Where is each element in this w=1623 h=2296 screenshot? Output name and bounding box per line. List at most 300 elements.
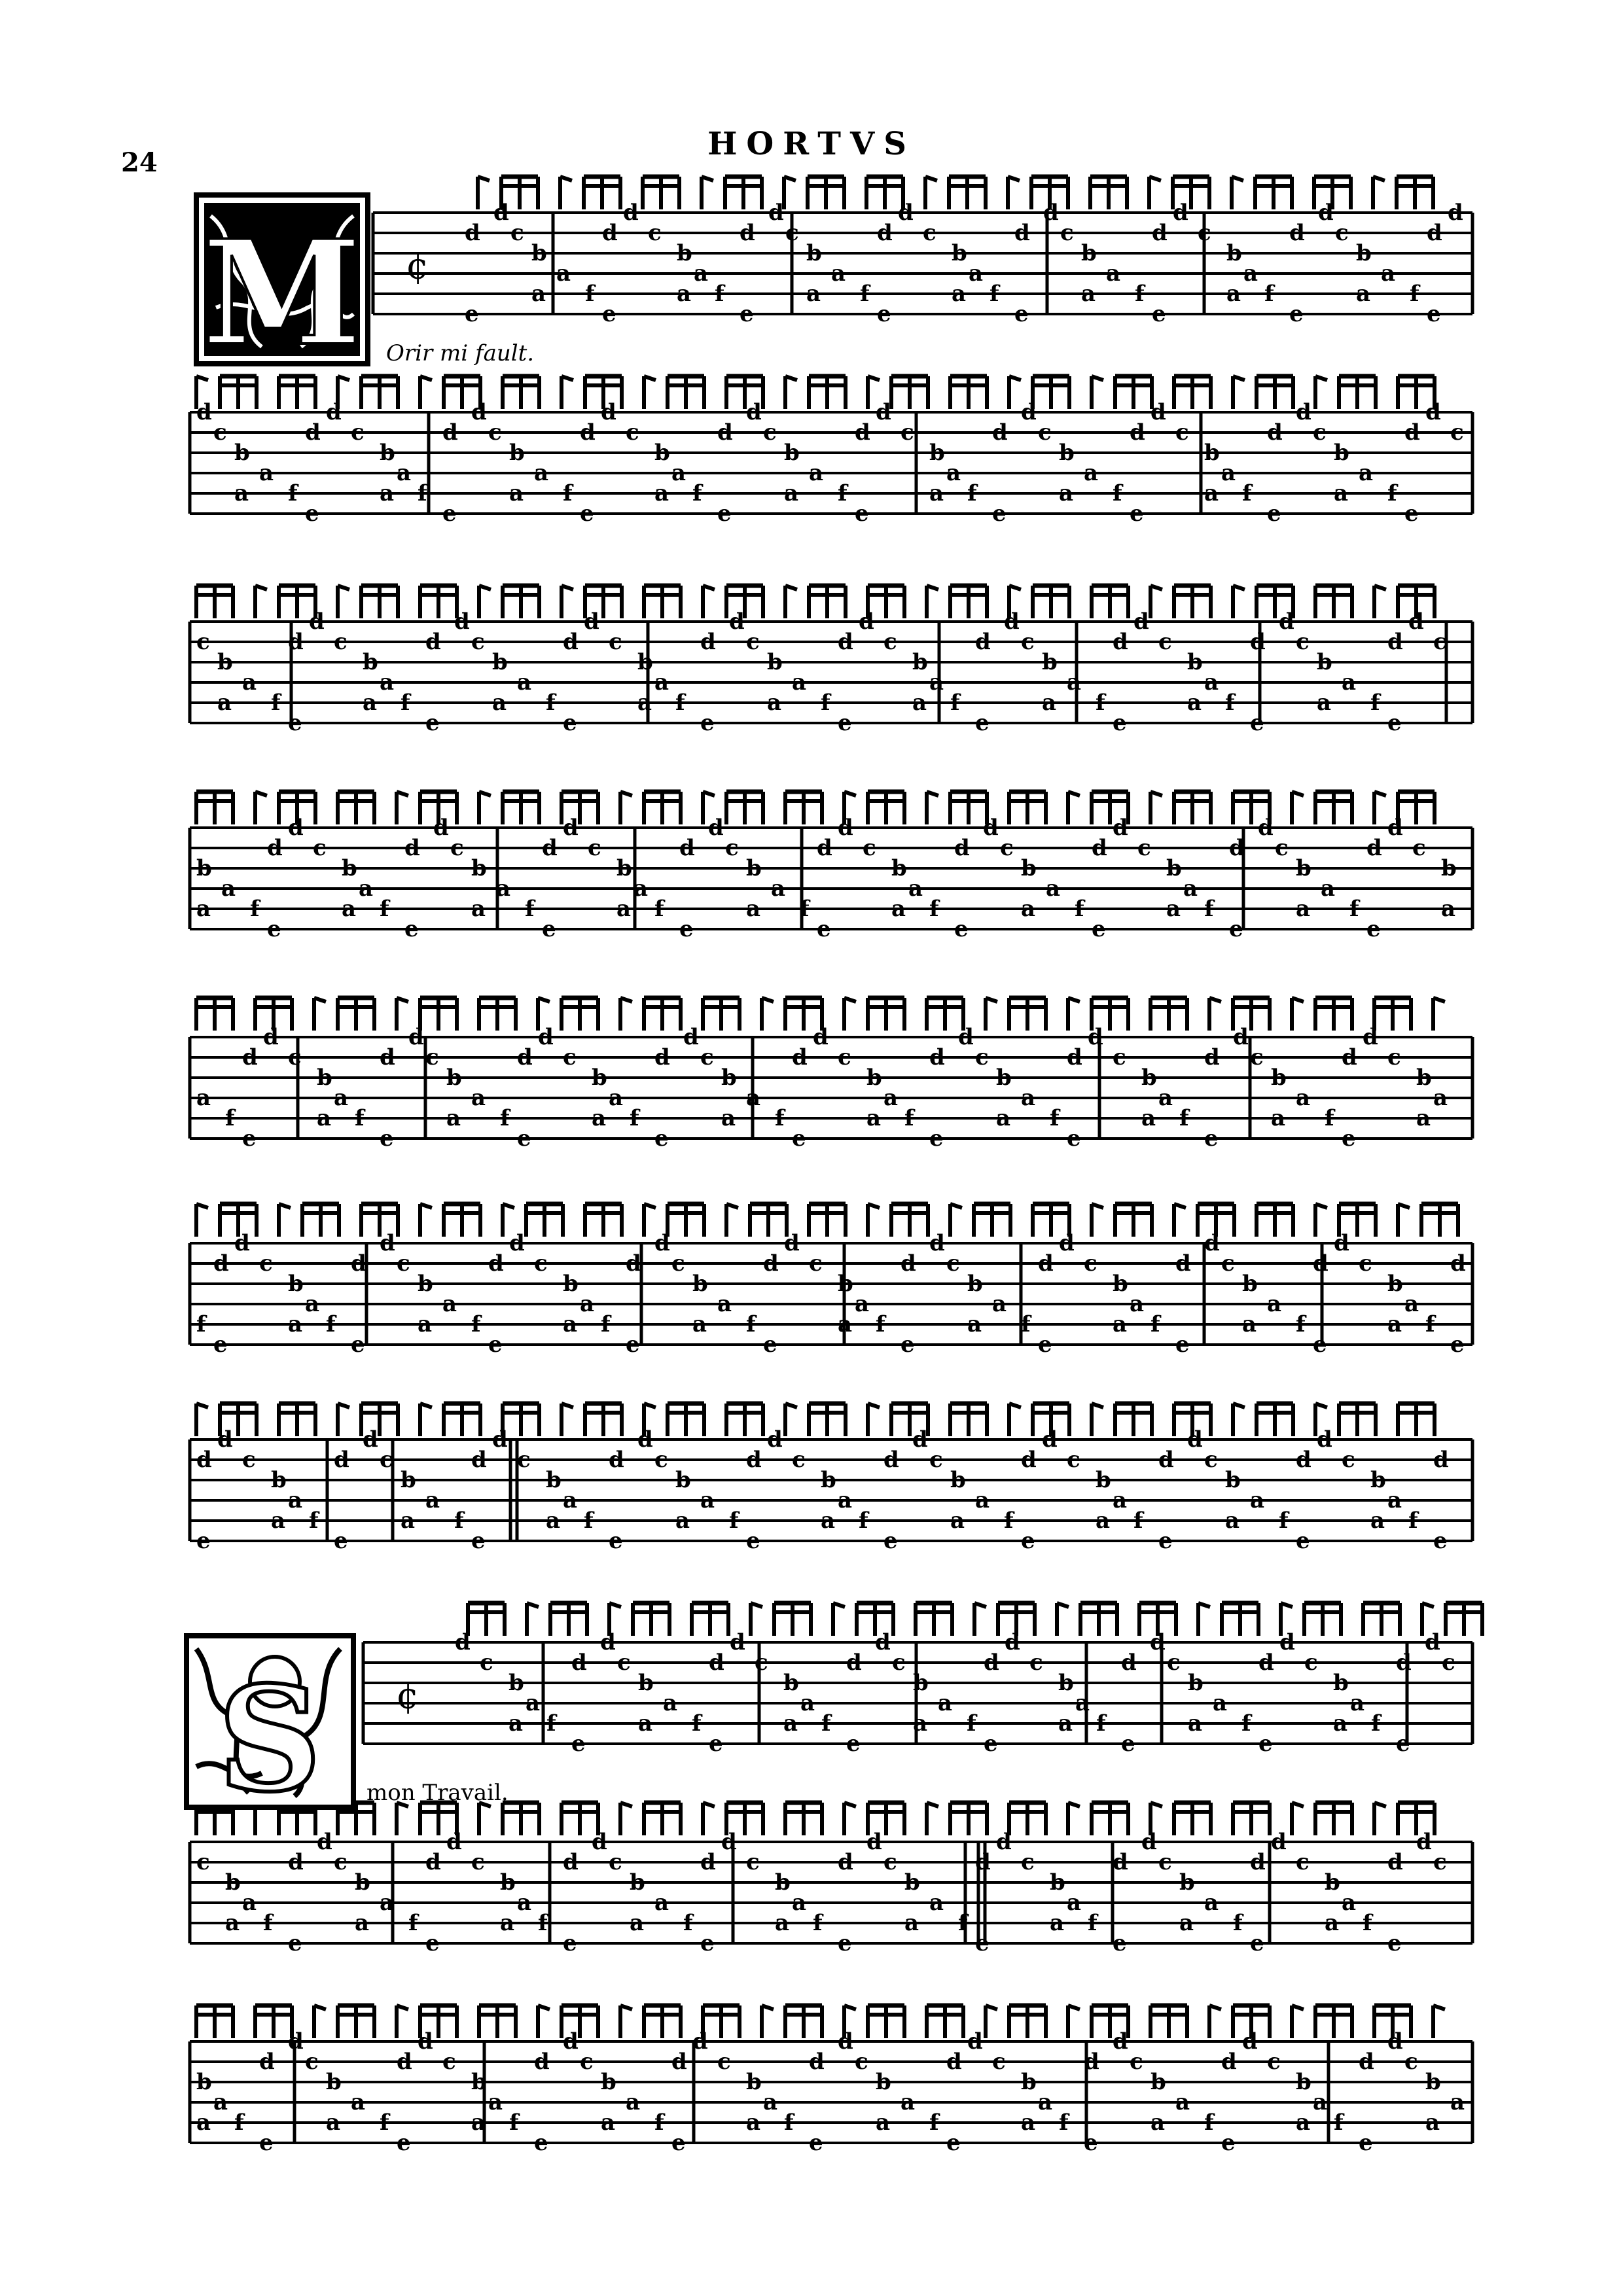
tab-letter: b	[677, 240, 692, 266]
tab-letter: f	[1150, 1311, 1160, 1337]
tab-letter: f	[585, 281, 595, 307]
tab-letter: d	[433, 815, 449, 841]
tab-letter: a	[912, 690, 927, 716]
tab-letter: a	[471, 896, 486, 922]
rhythm-flag	[762, 2005, 774, 2038]
rhythm-flag	[1174, 792, 1211, 824]
tab-letter: c	[471, 629, 485, 655]
tab-letter: a	[1441, 896, 1456, 922]
tab-letter: d	[196, 399, 212, 425]
tab-letter: c	[1130, 2049, 1143, 2075]
tab-letter: d	[679, 835, 695, 861]
tab-letter: e	[763, 1332, 777, 1358]
tab-letter: a	[397, 460, 412, 486]
tab-letter: a	[663, 1690, 678, 1716]
rhythm-flag	[314, 2005, 326, 2038]
tab-letter: f	[1387, 480, 1397, 506]
tab-letter: e	[877, 301, 891, 327]
tab-letter: c	[1158, 629, 1172, 655]
tab-letter: d	[1204, 1230, 1220, 1256]
rhythm-flag	[785, 792, 822, 824]
rhythm-flag	[785, 586, 797, 618]
tab-letter: d	[729, 609, 745, 635]
rhythm-flag	[644, 998, 681, 1031]
tab-letter: f	[546, 690, 556, 716]
tab-letter: f	[990, 281, 999, 307]
tab-letter: f	[546, 1710, 556, 1737]
tab-letter: d	[1425, 399, 1441, 425]
tab-letter: a	[1150, 2110, 1166, 2136]
tab-letter: b	[616, 855, 632, 881]
tab-letter: a	[821, 1508, 836, 1534]
tab-letter: d	[351, 1250, 366, 1277]
tab-letter: f	[1204, 896, 1214, 922]
tab-letter: d	[792, 1044, 808, 1070]
rhythm-flag	[703, 2005, 740, 2038]
rhythm-flag	[1209, 998, 1221, 1031]
tab-letter: e	[846, 1731, 861, 1757]
tab-letter: d	[213, 1250, 229, 1277]
rhythm-flag	[809, 376, 846, 409]
tab-letter: d	[509, 1230, 525, 1256]
rhythm-flag	[562, 376, 573, 409]
rhythm-flag	[527, 1603, 539, 1636]
rhythm-flag	[1292, 792, 1304, 824]
rhythm-flag	[338, 2005, 374, 2038]
tab-letter: d	[493, 200, 509, 226]
tab-letter: e	[288, 710, 302, 736]
tab-letter: a	[616, 896, 632, 922]
rhythm-flag	[1068, 792, 1080, 824]
tab-letter: a	[342, 896, 357, 922]
tab-letter: b	[1387, 1271, 1403, 1297]
tab-letter: e	[1038, 1332, 1052, 1358]
tab-letter: a	[654, 480, 669, 506]
rhythm-flag	[420, 998, 457, 1031]
tab-letter: f	[876, 1311, 885, 1337]
tab-letter: d	[1175, 1250, 1191, 1277]
tab-letter: c	[838, 1044, 851, 1070]
tab-letter: c	[617, 1650, 631, 1676]
tab-letter: e	[746, 1528, 760, 1554]
rhythm-flag	[925, 177, 937, 209]
rhythm-flag	[868, 2005, 904, 2038]
tab-letter: a	[488, 2089, 503, 2115]
tab-letter: a	[1075, 1690, 1090, 1716]
tab-letter: d	[263, 1024, 279, 1050]
tab-letter: e	[992, 501, 1007, 527]
tab-letter: c	[563, 1044, 577, 1070]
tab-letter: f	[950, 690, 960, 716]
tab-letter: f	[538, 1910, 548, 1936]
mensuration-sign: ¢	[396, 1675, 419, 1718]
tab-letter: a	[1050, 1910, 1065, 1936]
tab-letter: e	[517, 1125, 531, 1152]
tab-letter: a	[359, 875, 374, 902]
tab-letter: f	[563, 480, 573, 506]
rhythm-flag	[397, 998, 408, 1031]
rhythm-flag	[1315, 1204, 1327, 1237]
tab-letter: d	[846, 1650, 862, 1676]
tab-letter: d	[584, 609, 599, 635]
rhythm-flag	[562, 1404, 573, 1436]
tab-letter: f	[1113, 480, 1122, 506]
tab-letter: d	[859, 609, 874, 635]
rhythm-flag	[644, 586, 681, 618]
rhythm-flag	[974, 1204, 1010, 1237]
tab-letter: c	[1450, 419, 1464, 446]
tab-letter: e	[602, 301, 616, 327]
rhythm-flag	[1150, 792, 1162, 824]
tab-letter: e	[609, 1528, 623, 1554]
tab-letter: f	[1408, 1508, 1418, 1534]
rhythm-flag	[1363, 1603, 1400, 1636]
tab-letter: b	[1370, 1467, 1386, 1493]
tab-letter: a	[952, 281, 967, 307]
rhythm-flag	[1222, 1603, 1258, 1636]
tab-letter: c	[334, 629, 348, 655]
tab-letter: a	[288, 1311, 303, 1337]
tab-letter: d	[992, 419, 1008, 446]
rhythm-flag	[1092, 1803, 1128, 1835]
tab-letter: f	[929, 2110, 939, 2136]
rhythm-flag	[1315, 792, 1352, 824]
tab-letter: c	[992, 2049, 1006, 2075]
tab-letter: a	[1296, 1085, 1311, 1111]
tab-letter: b	[1096, 1467, 1111, 1493]
tab-letter: f	[692, 480, 702, 506]
rhythm-flag	[1174, 1204, 1186, 1237]
tab-letter: c	[397, 1250, 410, 1277]
rhythm-flag	[1373, 177, 1385, 209]
tab-letter: a	[1204, 480, 1219, 506]
tab-letter: a	[1213, 1690, 1228, 1716]
rhythm-flag	[1009, 792, 1046, 824]
tablature-systems	[190, 177, 1482, 2156]
rhythm-flag	[1090, 177, 1127, 209]
tab-letter: d	[901, 1250, 916, 1277]
rhythm-flag	[1033, 376, 1069, 409]
tab-letter: b	[952, 240, 967, 266]
tab-letter: d	[1433, 1447, 1449, 1473]
tab-letter: d	[740, 220, 755, 246]
tab-letter: e	[883, 1528, 898, 1554]
tab-letter: c	[1137, 835, 1151, 861]
tab-letter: a	[950, 1508, 965, 1534]
tab-letter: e	[1113, 1930, 1127, 1956]
tab-letter: b	[317, 1065, 332, 1091]
tab-letter: a	[1342, 1890, 1357, 1916]
tab-letter: e	[838, 710, 852, 736]
tab-letter: b	[1296, 2069, 1311, 2095]
rhythm-flag	[444, 1404, 480, 1436]
tab-system	[190, 586, 1472, 736]
rhythm-flag	[703, 586, 715, 618]
tab-letter: d	[1121, 1650, 1137, 1676]
tab-letter: f	[584, 1508, 594, 1534]
tab-letter: b	[500, 1869, 516, 1896]
tab-letter: a	[508, 1710, 524, 1737]
tab-letter: a	[946, 460, 961, 486]
rhythm-flag	[1008, 177, 1020, 209]
tab-letter: d	[1342, 1044, 1357, 1070]
rhythm-flag	[703, 1803, 715, 1835]
tab-letter: d	[1113, 2028, 1128, 2055]
tab-letter: c	[1342, 1447, 1355, 1473]
tab-letter: f	[380, 2110, 389, 2136]
rhythm-flag	[1115, 1204, 1152, 1237]
rhythm-flag	[785, 1404, 797, 1436]
tab-letter: f	[1179, 1105, 1189, 1131]
rhythm-flag	[479, 998, 516, 1031]
tab-letter: b	[1113, 1271, 1128, 1297]
tab-letter: e	[404, 916, 419, 942]
rhythm-flag	[1150, 2005, 1187, 2038]
tab-letter: d	[1387, 629, 1403, 655]
tab-letter: d	[996, 1829, 1012, 1855]
tab-letter: d	[730, 1629, 745, 1655]
tab-letter: d	[813, 1024, 829, 1050]
tab-letter: e	[975, 710, 990, 736]
tab-letter: d	[838, 815, 853, 841]
rhythm-flag	[1232, 177, 1243, 209]
rhythm-flag	[1292, 2005, 1304, 2038]
tab-letter: d	[442, 419, 458, 446]
rhythm-flag	[1009, 1803, 1046, 1835]
tab-letter: f	[821, 1710, 831, 1737]
tab-letter: a	[809, 460, 824, 486]
tab-letter: f	[1021, 1311, 1031, 1337]
rhythm-flag	[844, 998, 856, 1031]
tab-letter: d	[700, 629, 716, 655]
incipit-2: mon Travail.	[366, 1780, 508, 1806]
tab-letter: b	[196, 855, 212, 881]
tab-letter: d	[288, 2028, 304, 2055]
tab-letter: b	[638, 1670, 654, 1696]
tab-letter: d	[425, 629, 441, 655]
tab-letter: c	[1113, 1044, 1126, 1070]
tab-letter: a	[225, 1910, 240, 1936]
tab-letter: c	[755, 1650, 768, 1676]
tab-letter: a	[1183, 875, 1198, 902]
tab-letter: e	[700, 1930, 715, 1956]
tab-letter: e	[1113, 710, 1127, 736]
rhythm-flag	[986, 998, 997, 1031]
rhythm-flag	[1080, 1603, 1117, 1636]
tab-letter: b	[1150, 2069, 1166, 2095]
tab-letter: e	[855, 501, 869, 527]
rhythm-flag	[560, 177, 572, 209]
tab-letter: e	[984, 1731, 998, 1757]
tab-letter: c	[1404, 2049, 1418, 2075]
tab-letter: c	[746, 1849, 760, 1875]
rhythm-flag	[785, 2005, 822, 2038]
tab-letter: f	[355, 1105, 365, 1131]
rhythm-flag	[1397, 177, 1433, 209]
tab-letter: a	[1046, 875, 1061, 902]
tab-letter: c	[671, 1250, 685, 1277]
tab-letter: e	[542, 916, 556, 942]
tab-letter: c	[609, 629, 622, 655]
rhythm-flag	[620, 1803, 632, 1835]
rhythm-flag	[1398, 792, 1435, 824]
tab-letter: b	[876, 2069, 891, 2095]
tab-letter: b	[654, 440, 670, 466]
tab-letter: a	[638, 1710, 653, 1737]
tab-letter: e	[1387, 1930, 1402, 1956]
tab-letter: d	[623, 200, 639, 226]
incipit-1: Orir mi fault.	[386, 340, 535, 366]
tab-letter: e	[563, 1930, 577, 1956]
tab-letter: d	[1289, 220, 1305, 246]
tab-letter: d	[929, 1230, 945, 1256]
rhythm-flag	[1068, 998, 1080, 1031]
rhythm-flag	[420, 1204, 432, 1237]
tab-letter: a	[1387, 1311, 1402, 1337]
tab-letter: a	[1204, 669, 1219, 696]
tab-letter: f	[1241, 1710, 1251, 1737]
rhythm-flag	[927, 792, 938, 824]
rhythm-flag	[1374, 998, 1411, 1031]
rhythm-flag	[255, 792, 267, 824]
tab-letter: e	[380, 1125, 394, 1152]
rhythm-flag	[1233, 1404, 1245, 1436]
tab-letter: d	[492, 1426, 508, 1453]
tab-letter: b	[1042, 649, 1058, 675]
tab-letter: d	[1187, 1426, 1203, 1453]
tab-letter: e	[1021, 1528, 1035, 1554]
tab-letter: f	[471, 1311, 481, 1337]
tab-letter: b	[913, 1670, 929, 1696]
tab-letter: f	[958, 1910, 968, 1936]
tab-letter: f	[1410, 281, 1419, 307]
tab-letter: b	[1226, 240, 1242, 266]
tab-letter: f	[225, 1105, 235, 1131]
tab-letter: a	[1342, 669, 1357, 696]
tab-letter: f	[838, 480, 847, 506]
tab-letter: a	[471, 1085, 486, 1111]
tab-system	[190, 2005, 1472, 2156]
initial-s-letter: S	[217, 1654, 322, 1824]
tab-letter: e	[1152, 301, 1166, 327]
tab-letter: b	[1141, 1065, 1157, 1091]
tab-letter: f	[675, 690, 685, 716]
rhythm-flag	[196, 1404, 208, 1436]
tab-letter: c	[288, 1044, 302, 1070]
tab-letter: e	[1229, 916, 1243, 942]
tab-letter: c	[351, 419, 365, 446]
tab-letter: c	[534, 1250, 548, 1277]
tab-letter: a	[609, 1085, 624, 1111]
tab-letter: e	[1359, 2130, 1373, 2156]
tab-letter: a	[630, 1910, 645, 1936]
tab-letter: a	[904, 1910, 919, 1936]
tab-letter: c	[863, 835, 876, 861]
tab-letter: f	[967, 480, 977, 506]
rhythm-flag	[1115, 1404, 1152, 1436]
tab-letter: a	[334, 1085, 349, 1111]
tab-letter: d	[609, 1447, 624, 1473]
tab-letter: d	[967, 2028, 983, 2055]
tab-letter: a	[1334, 480, 1349, 506]
tab-letter: d	[1014, 220, 1030, 246]
tab-letter: b	[380, 440, 395, 466]
tab-letter: d	[1396, 1650, 1412, 1676]
tab-letter: d	[683, 1024, 699, 1050]
tab-letter: c	[380, 1447, 393, 1473]
tab-letter: b	[471, 2069, 487, 2095]
tab-letter: c	[1267, 2049, 1281, 2075]
rhythm-flag	[1374, 792, 1386, 824]
tab-letter: e	[654, 1125, 669, 1152]
tab-letter: e	[196, 1528, 211, 1554]
tab-letter: a	[363, 690, 378, 716]
tab-letter: f	[1264, 281, 1274, 307]
tab-letter: f	[601, 1311, 611, 1337]
tab-letter: d	[380, 1230, 395, 1256]
tab-letter: a	[792, 669, 807, 696]
tab-letter: d	[288, 1849, 304, 1875]
tab-letter: a	[1225, 1508, 1240, 1534]
tab-letter: d	[1204, 1044, 1220, 1070]
tab-letter: c	[1060, 220, 1074, 246]
tab-letter: d	[1043, 200, 1059, 226]
tab-letter: a	[1433, 1085, 1448, 1111]
tab-letter: a	[1188, 1710, 1203, 1737]
tab-letter: b	[1225, 1467, 1241, 1493]
tab-letter: a	[1204, 1890, 1219, 1916]
rhythm-flag	[950, 1204, 962, 1237]
tab-letter: a	[806, 281, 821, 307]
tab-letter: c	[1167, 1650, 1181, 1676]
tab-letter: f	[715, 281, 724, 307]
tab-letter: c	[746, 629, 760, 655]
tab-letter: e	[242, 1125, 257, 1152]
tab-letter: b	[746, 2069, 762, 2095]
tab-letter: c	[717, 2049, 731, 2075]
tab-letter: d	[1221, 2049, 1237, 2075]
rhythm-flag	[585, 1204, 622, 1237]
tab-letter: f	[860, 281, 870, 307]
tab-letter: c	[609, 1849, 622, 1875]
tab-letter: a	[509, 480, 524, 506]
tab-letter: a	[1317, 690, 1332, 716]
tab-letter: a	[929, 1890, 944, 1916]
tab-letter: e	[946, 2130, 961, 2156]
tab-letter: a	[929, 669, 944, 696]
tab-letter: d	[571, 1650, 587, 1676]
tab-letter: e	[709, 1731, 723, 1757]
tab-letter: b	[563, 1271, 579, 1297]
rhythm-flag	[1092, 1404, 1103, 1436]
tab-letter: d	[418, 2028, 433, 2055]
tab-letter: d	[1425, 1629, 1440, 1655]
tab-letter: b	[1425, 2069, 1441, 2095]
tab-letter: c	[425, 1044, 439, 1070]
tab-letter: e	[792, 1125, 806, 1152]
tab-letter: d	[1130, 419, 1145, 446]
tab-letter: d	[471, 399, 487, 425]
tab-letter: c	[725, 835, 739, 861]
rhythm-flag	[279, 376, 315, 409]
tab-letter: d	[700, 1849, 716, 1875]
tab-letter: b	[508, 1670, 524, 1696]
tab-letter: f	[408, 1910, 418, 1936]
tab-letter: f	[1204, 2110, 1214, 2136]
tab-letter: a	[380, 669, 395, 696]
tab-letter: b	[996, 1065, 1012, 1091]
tab-letter: d	[1021, 399, 1037, 425]
